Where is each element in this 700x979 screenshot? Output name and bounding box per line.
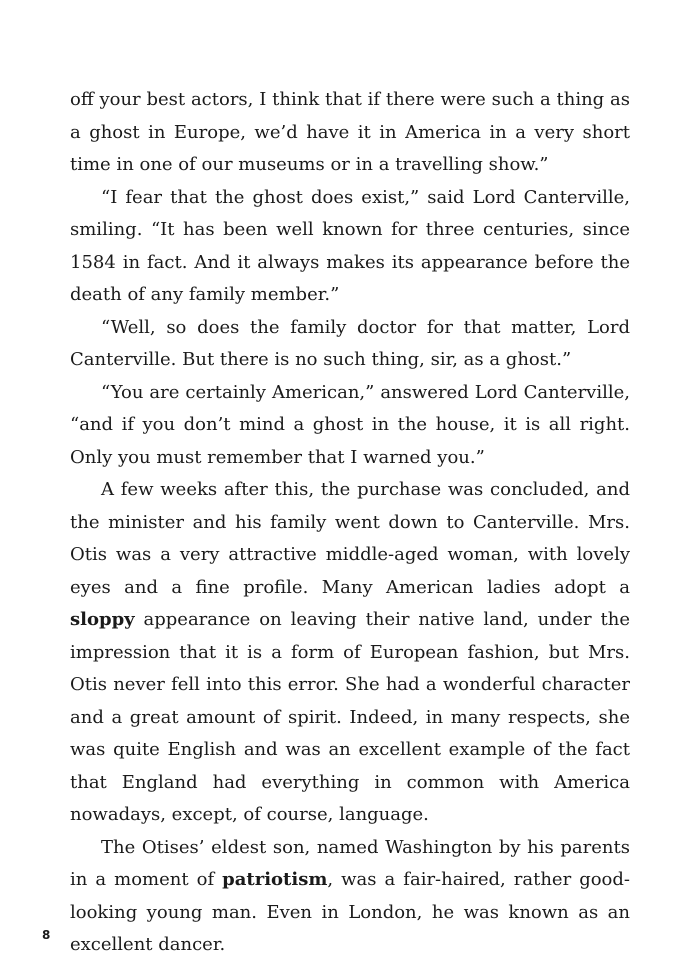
text-run: “Well, so does the family doctor for that matter, Lord Canterville. But there is no such thing, sir, as a ghost.” <box>70 316 630 370</box>
body-text <box>70 84 630 962</box>
paragraph <box>70 377 630 475</box>
text-run: , was a fair-haired, rather good-looking young man. Even in London, he was known as an excellent dancer. <box>70 869 631 955</box>
text-run: The Otises’ eldest son, named Washington by his parents in a moment of <box>70 836 630 890</box>
glossary-term: patriotism <box>222 869 328 890</box>
text-run: “You are certainly American,” answered Lord Canterville, “and if you don’t mind a ghost in the house, it is all right. Only you must remember that I warned you.” <box>70 381 630 468</box>
text-run: A few weeks after this, the purchase was concluded, and the minister and his family went down to Canterville. Mrs. Otis was a very attractive middle-aged woman, with lovely eyes and a fine profile. Many American ladies adopt a <box>70 479 630 598</box>
glossary-term: sloppy <box>70 609 135 630</box>
text-run: off your best actors, I think that if there were such a thing as a ghost in Europe, we’d have it in America in a very short time in one of our museums or in a travelling show.” <box>70 89 630 175</box>
paragraph <box>70 312 630 377</box>
paragraph <box>70 182 630 312</box>
page-number: 8 <box>42 928 51 942</box>
paragraph <box>70 832 630 962</box>
paragraph <box>70 474 630 832</box>
text-run: “I fear that the ghost does exist,” said Lord Canterville, smiling. “It has been well known for three centuries, since 1584 in fact. And it always makes its appearance before the death of any family member.” <box>70 186 630 305</box>
text-run: appearance on leaving their native land, under the impression that it is a form of European fashion, but Mrs. Otis never fell into this error. She had a wonderful character and a great amount of spirit. Indeed, in many respects, she was quite English and was an excellent example of the fact that England had everything in common with America nowadays, except, of course, language. <box>70 609 630 825</box>
paragraph <box>70 84 630 182</box>
